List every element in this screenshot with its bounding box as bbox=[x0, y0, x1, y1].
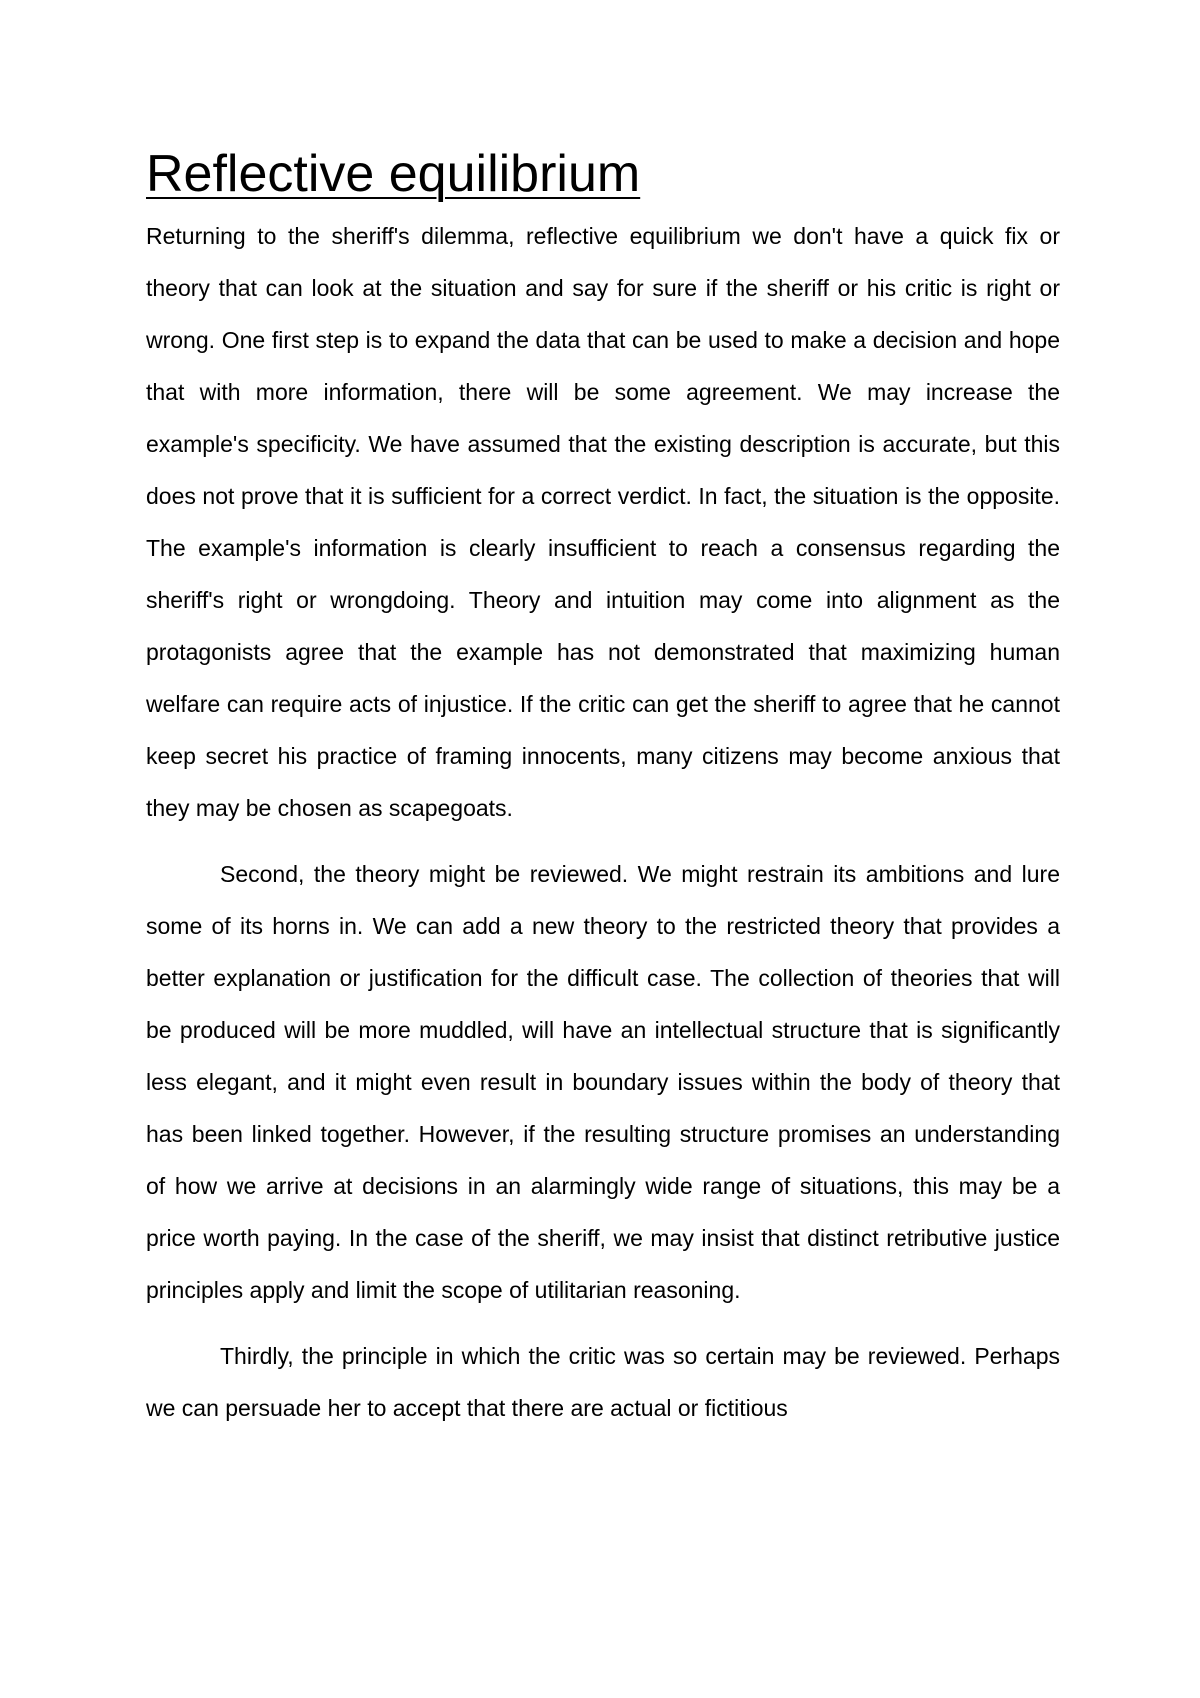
paragraph-3: Thirdly, the principle in which the critic was so certain may be reviewed. Perhaps we can persuade her to accept that there are actual or fictitious bbox=[146, 1343, 1060, 1421]
paragraph-1: Returning to the sheriff's dilemma, reflective equilibrium we don't have a quick fix or theory that can look at the situation and say for sure if the sheriff or his critic is right or wrong. One first step is to expand the data that can be used to make a decision and hope that with more information, there will be some agreement. We may increase the example's specificity. We have assumed that the existing description is accurate, but this does not prove that it is sufficient for a correct verdict. In fact, the situation is the opposite. The example's information is clearly insufficient to reach a consensus regarding the sheriff's right or wrongdoing. Theory and intuition may come into alignment as the protagonists agree that the example has not demonstrated that maximizing human welfare can require acts of injustice. If the critic can get the sheriff to agree that he cannot keep secret his practice of framing innocents, many citizens may become anxious that they may be chosen as scapegoats. bbox=[146, 223, 1060, 821]
document-title: Reflective equilibrium bbox=[146, 145, 641, 203]
document-body bbox=[146, 142, 1060, 1434]
paragraph-2: Second, the theory might be reviewed. We might restrain its ambitions and lure some of its horns in. We can add a new theory to the restricted theory that provides a better explanation or justification for the difficult case. The collection of theories that will be produced will be more muddled, will have an intellectual structure that is significantly less elegant, and it might even result in boundary issues within the body of theory that has been linked together. However, if the resulting structure promises an understanding of how we arrive at decisions in an alarmingly wide range of situations, this may be a price worth paying. In the case of the sheriff, we may insist that distinct retributive justice principles apply and limit the scope of utilitarian reasoning. bbox=[146, 861, 1060, 1303]
